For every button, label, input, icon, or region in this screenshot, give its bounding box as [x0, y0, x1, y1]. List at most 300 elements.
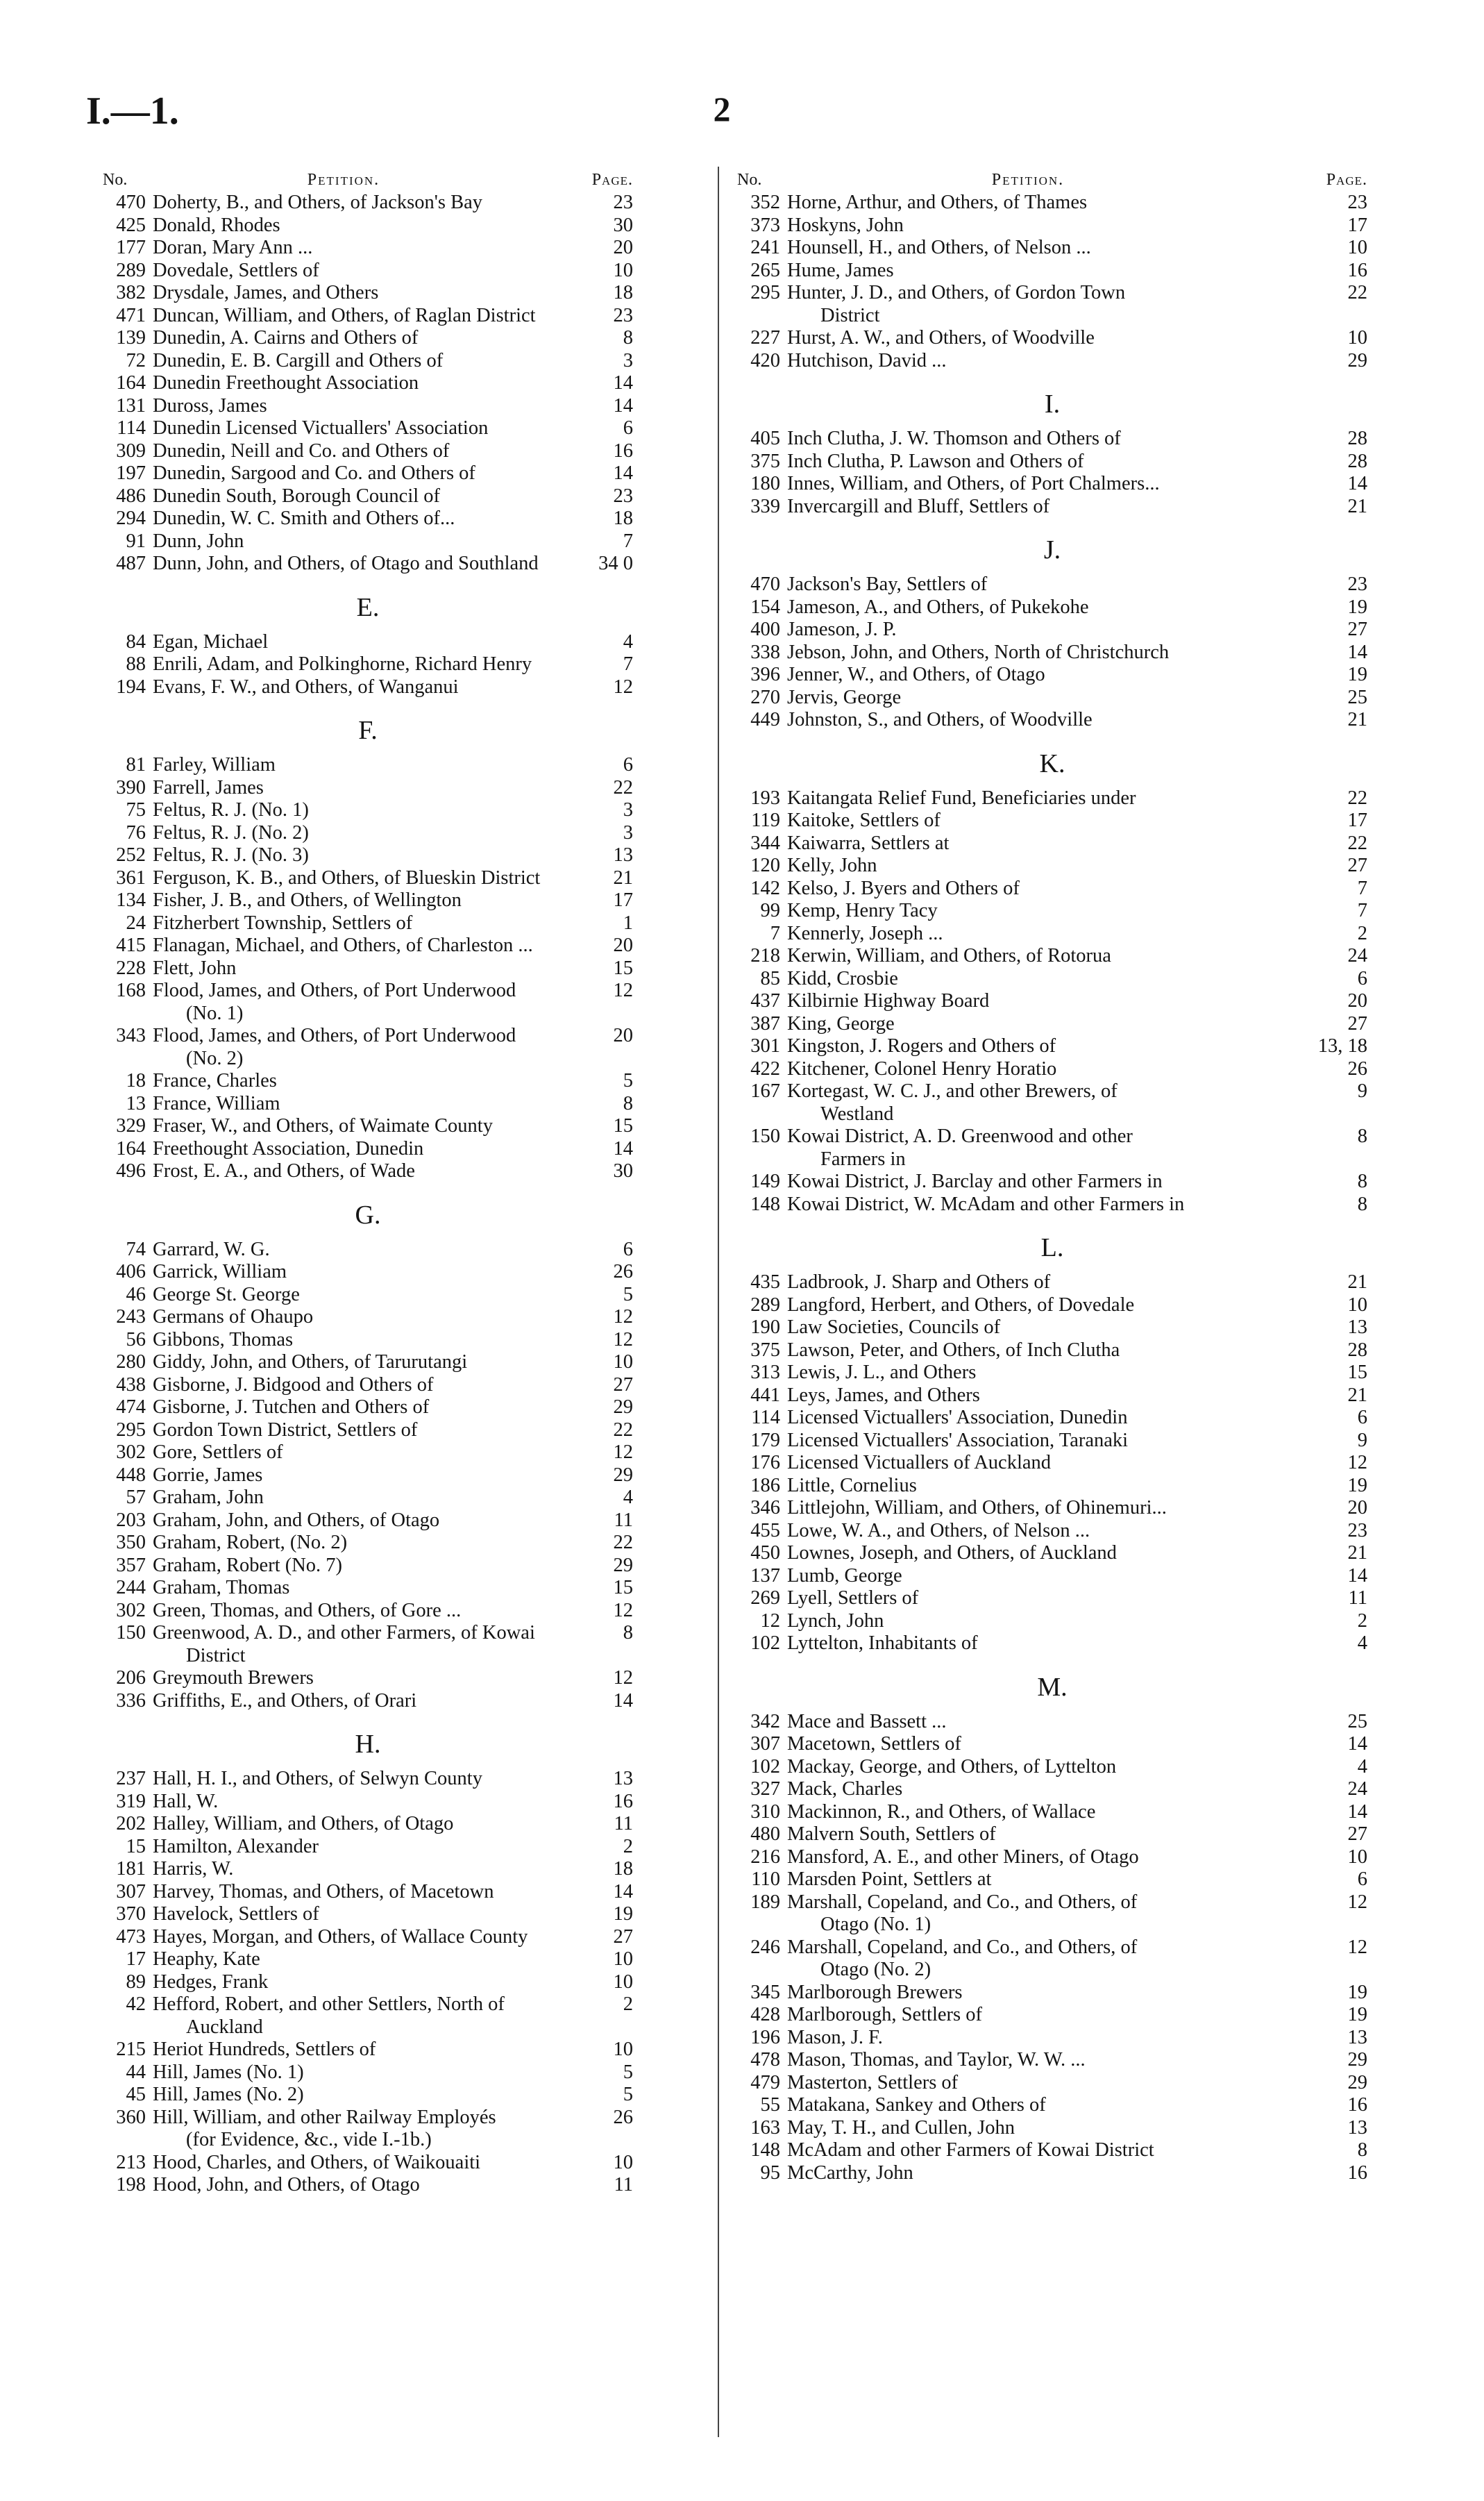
petition-entry: [153, 2107, 576, 2152]
column-header: [737, 171, 1367, 192]
petition-name-continued: Otago (No. 1): [820, 1914, 931, 1935]
petition-name: Law Societies, Councils of: [787, 1316, 1001, 1338]
index-entry: [103, 2174, 633, 2197]
petition-entry: [153, 1622, 576, 1667]
petition-number: 181: [116, 1858, 146, 1880]
page-reference: 21: [1347, 1384, 1367, 1406]
petition-entry: [153, 1836, 576, 1859]
petition-number: 342: [750, 1710, 780, 1732]
index-entry: [103, 1374, 633, 1397]
page-reference: 6: [623, 754, 633, 776]
index-entry: [737, 2004, 1367, 2027]
petition-number: 336: [116, 1689, 146, 1712]
petition-name: Kelly, John: [787, 855, 877, 876]
petition-entry: [153, 1284, 576, 1307]
section-letter: K.: [1039, 748, 1065, 778]
petition-name: Lyttelton, Inhabitants of: [787, 1632, 978, 1654]
petition-entry: [153, 305, 576, 328]
page-reference: 13, 18: [1317, 1035, 1367, 1057]
index-entry: [737, 1080, 1367, 1126]
petition-name: Malvern South, Settlers of: [787, 1823, 996, 1845]
header-petition: Petition.: [991, 171, 1065, 189]
petition-name: Hall, W.: [153, 1790, 219, 1812]
petition-number: 148: [750, 1193, 780, 1215]
petition-number: 142: [750, 877, 780, 899]
petition-name: Hounsell, H., and Others, of Nelson ...: [787, 237, 1091, 258]
petition-entry: [153, 912, 576, 935]
petition-number: 84: [126, 630, 146, 653]
index-entry: [103, 350, 633, 373]
petition-name-continued: Auckland: [186, 2016, 263, 2038]
petition-entry: [153, 1971, 576, 1994]
page-reference: 21: [1347, 1542, 1367, 1564]
index-entry: [737, 1058, 1367, 1081]
petition-number: 244: [116, 1577, 146, 1598]
petition-number: 307: [750, 1733, 780, 1755]
index-entry: [737, 1565, 1367, 1588]
page-reference: 18: [613, 508, 633, 529]
petition-entry: [787, 923, 1310, 946]
petition-entry: [153, 1261, 576, 1284]
petition-name: Marshall, Copeland, and Co., and Others, of: [787, 1936, 1138, 1958]
page-reference: 10: [613, 1971, 633, 1993]
petition-entry: [153, 1768, 576, 1791]
index-entry: [737, 787, 1367, 810]
petition-entry: [153, 192, 576, 215]
petition-name: Gore, Settlers of: [153, 1441, 283, 1463]
index-entry: [103, 777, 633, 800]
petition-number: 246: [750, 1936, 780, 1958]
index-entry: [737, 596, 1367, 619]
page-reference: 2: [623, 1993, 633, 2015]
page-reference: 29: [613, 1396, 633, 1418]
petition-number: 57: [126, 1487, 146, 1508]
index-entry: [737, 350, 1367, 373]
page-reference: 12: [613, 980, 633, 1001]
index-entry: [737, 1756, 1367, 1779]
petition-entry: [153, 1396, 576, 1419]
page-reference: 21: [1347, 709, 1367, 730]
index-section: [103, 192, 633, 576]
petition-number: 252: [116, 844, 146, 866]
index-entry: [103, 1768, 633, 1791]
page-reference: 9: [1357, 1429, 1367, 1451]
page-reference: 8: [623, 1622, 633, 1643]
index-entry: [737, 1801, 1367, 1824]
petition-entry: [153, 553, 576, 576]
page-reference: 14: [1347, 1800, 1367, 1823]
petition-entry: [153, 844, 576, 867]
index-entry: [737, 664, 1367, 687]
petition-name: Graham, Robert, (No. 2): [153, 1532, 348, 1553]
index-entry: [737, 1823, 1367, 1846]
petition-name-continued: Westland: [820, 1103, 894, 1125]
petition-name: France, William: [153, 1092, 280, 1114]
petition-entry: [787, 215, 1310, 237]
index-entry: [103, 2107, 633, 2152]
petition-name: Licensed Victuallers' Association, Taranaki: [787, 1429, 1129, 1451]
petition-number: 406: [116, 1261, 146, 1282]
index-entry: [737, 1497, 1367, 1520]
right-sections: [737, 192, 1367, 2184]
petition-name: Jervis, George: [787, 686, 902, 708]
index-entry: [737, 923, 1367, 946]
petition-entry: [787, 1035, 1310, 1058]
page-reference: 12: [613, 1328, 633, 1350]
petition-entry: [787, 1801, 1310, 1824]
petition-name: Lowe, W. A., and Others, of Nelson ...: [787, 1519, 1090, 1541]
petition-number: 180: [750, 473, 780, 494]
petition-entry: [787, 1982, 1310, 2005]
petition-name: Garrick, William: [153, 1261, 287, 1282]
petition-entry: [153, 1690, 576, 1713]
index-entry: [103, 1138, 633, 1161]
petition-number: 18: [126, 1070, 146, 1091]
index-entry: [737, 496, 1367, 519]
index-entry: [737, 1339, 1367, 1362]
petition-name: Hutchison, David ...: [787, 349, 947, 371]
index-entry: [103, 676, 633, 699]
page-reference: 10: [1347, 1294, 1367, 1316]
petition-name: Germans of Ohaupo: [153, 1306, 314, 1328]
petition-entry: [787, 2139, 1310, 2162]
page-reference: 12: [1347, 1452, 1367, 1473]
index-section: [737, 747, 1367, 1216]
petition-number: 396: [750, 664, 780, 685]
petition-name: Donald, Rhodes: [153, 214, 280, 236]
index-entry: [737, 1632, 1367, 1655]
petition-number: 75: [126, 799, 146, 821]
petition-name: Dunn, John: [153, 530, 244, 552]
petition-number: 360: [116, 2106, 146, 2128]
index-entry: [103, 653, 633, 676]
page-reference: 1: [623, 912, 633, 934]
index-entry: [103, 1261, 633, 1284]
petition-name: Feltus, R. J. (No. 1): [153, 799, 309, 821]
petition-name: Licensed Victuallers of Auckland: [787, 1452, 1052, 1473]
page-reference: 14: [1347, 1733, 1367, 1755]
petition-name: Green, Thomas, and Others, of Gore ...: [153, 1599, 462, 1621]
petition-entry: [153, 1509, 576, 1532]
index-entry: [737, 687, 1367, 710]
index-entry: [103, 260, 633, 283]
index-entry: [103, 1419, 633, 1442]
petition-entry: [787, 1711, 1310, 1734]
page-reference: 11: [614, 1509, 633, 1531]
petition-number: 357: [116, 1554, 146, 1576]
petition-number: 44: [126, 2061, 146, 2083]
page-reference: 18: [613, 1858, 633, 1880]
page-reference: 23: [1347, 574, 1367, 595]
petition-number: 289: [750, 1294, 780, 1316]
petition-number: 345: [750, 1981, 780, 2003]
petition-name: Hood, Charles, and Others, of Waikouaiti: [153, 2151, 481, 2173]
page-reference: 22: [1347, 282, 1367, 303]
petition-name-continued: District: [820, 304, 880, 326]
index-entry: [737, 1520, 1367, 1543]
index-entry: [737, 2049, 1367, 2072]
page-reference: 7: [1357, 900, 1367, 921]
petition-number: 344: [750, 832, 780, 854]
page-reference: 28: [1347, 450, 1367, 472]
petition-number: 309: [116, 440, 146, 462]
page-reference: 20: [1347, 1497, 1367, 1519]
petition-entry: [153, 1464, 576, 1487]
index-entry: [103, 1555, 633, 1578]
petition-number: 149: [750, 1171, 780, 1192]
petition-entry: [153, 676, 576, 699]
page-reference: 23: [1347, 1519, 1367, 1541]
index-entry: [737, 1294, 1367, 1317]
page-reference: 8: [623, 1092, 633, 1114]
petition-entry: [153, 867, 576, 890]
left-sections: [103, 192, 633, 2197]
petition-name: Ferguson, K. B., and Others, of Blueskin District: [153, 867, 541, 889]
petition-name: Dunedin South, Borough Council of: [153, 485, 441, 507]
page-reference: 2: [623, 1835, 633, 1857]
index-entry: [737, 1846, 1367, 1869]
petition-entry: [153, 1239, 576, 1262]
petition-entry: [787, 2117, 1310, 2140]
section-letter: I.: [1044, 390, 1061, 419]
index-entry: [737, 192, 1367, 215]
page-reference: 21: [1347, 1271, 1367, 1293]
petition-name: Flood, James, and Others, of Port Underwood: [153, 980, 516, 1001]
petition-entry: [787, 282, 1310, 327]
index-entry: [737, 1475, 1367, 1498]
column-divider: [718, 167, 719, 2437]
petition-name: Dunedin, E. B. Cargill and Others of: [153, 349, 444, 371]
petition-name: Kingston, J. Rogers and Others of: [787, 1035, 1056, 1057]
petition-entry: [787, 833, 1310, 855]
petition-name: Hamilton, Alexander: [153, 1835, 319, 1857]
petition-number: 479: [750, 2071, 780, 2093]
petition-number: 76: [126, 821, 146, 844]
petition-name: Jebson, John, and Others, North of Christchurch: [787, 641, 1170, 663]
petition-number: 295: [116, 1419, 146, 1441]
petition-name: Leys, James, and Others: [787, 1384, 980, 1406]
page-reference: 11: [614, 1813, 633, 1834]
page-reference: 14: [613, 1689, 633, 1712]
petition-entry: [153, 2061, 576, 2084]
page-reference: 13: [1347, 2116, 1367, 2139]
petition-number: 139: [116, 327, 146, 349]
petition-entry: [153, 1600, 576, 1623]
petition-number: 189: [750, 1891, 780, 1913]
page-reference: 8: [1357, 1171, 1367, 1192]
petition-name: Ladbrook, J. Sharp and Others of: [787, 1271, 1051, 1293]
petition-entry: [153, 1555, 576, 1578]
petition-name: Lawson, Peter, and Others, of Inch Clutha: [787, 1339, 1120, 1361]
page-reference: 15: [613, 1115, 633, 1137]
petition-number: 473: [116, 1925, 146, 1948]
petition-number: 203: [116, 1509, 146, 1531]
petition-number: 375: [750, 450, 780, 472]
index-entry: [103, 553, 633, 576]
page-reference: 17: [1347, 810, 1367, 831]
page-header: [0, 89, 1484, 144]
petition-number: 438: [116, 1373, 146, 1396]
page-reference: 20: [613, 237, 633, 258]
index-entry: [737, 1013, 1367, 1036]
section-letter: J.: [1043, 535, 1061, 564]
petition-number: 46: [126, 1283, 146, 1305]
petition-name: Mansford, A. E., and other Miners, of Otago: [787, 1846, 1139, 1868]
index-entry: [103, 1903, 633, 1926]
petition-name: May, T. H., and Cullen, John: [787, 2116, 1015, 2139]
index-entry: [103, 1926, 633, 1949]
section-letter: M.: [1037, 1672, 1068, 1702]
petition-number: 474: [116, 1396, 146, 1418]
petition-entry: [787, 2072, 1310, 2095]
page-reference: 26: [613, 1261, 633, 1282]
petition-entry: [153, 1160, 576, 1183]
petition-name: Langford, Herbert, and Others, of Dovedale: [787, 1294, 1135, 1316]
index-entry: [103, 1093, 633, 1116]
page-reference: 10: [613, 2039, 633, 2060]
petition-name: Masterton, Settlers of: [787, 2071, 959, 2093]
petition-entry: [153, 1577, 576, 1600]
page-reference: 26: [613, 2106, 633, 2128]
petition-entry: [787, 350, 1310, 373]
page-reference: 6: [623, 1238, 633, 1260]
petition-entry: [153, 350, 576, 373]
petition-entry: [787, 855, 1310, 878]
petition-number: 352: [750, 192, 780, 213]
index-entry: [737, 1891, 1367, 1937]
index-entry: [737, 2117, 1367, 2140]
petition-entry: [787, 237, 1310, 260]
index-entry: [737, 260, 1367, 283]
petition-entry: [787, 1632, 1310, 1655]
page-reference: 14: [1347, 1564, 1367, 1587]
index-entry: [103, 192, 633, 215]
petition-number: 313: [750, 1362, 780, 1383]
page-reference: 16: [613, 1790, 633, 1812]
petition-entry: [787, 1171, 1310, 1194]
petition-entry: [153, 2039, 576, 2061]
petition-number: 375: [750, 1339, 780, 1361]
page-reference: 10: [613, 1948, 633, 1970]
petition-name: Mace and Bassett ...: [787, 1710, 947, 1732]
index-entry: [737, 642, 1367, 664]
page-reference: 12: [1347, 1936, 1367, 1958]
page-reference: 3: [623, 349, 633, 371]
petition-name: Dunedin, Neill and Co. and Others of: [153, 440, 450, 462]
petition-entry: [787, 1610, 1310, 1633]
page-reference: 14: [613, 1137, 633, 1160]
petition-number: 425: [116, 214, 146, 236]
petition-entry: [153, 1903, 576, 1926]
petition-name: Feltus, R. J. (No. 2): [153, 821, 309, 844]
petition-name: Fisher, J. B., and Others, of Wellington: [153, 889, 462, 911]
petition-name: Freethought Association, Dunedin: [153, 1137, 424, 1160]
page-reference: 16: [1347, 2094, 1367, 2116]
petition-number: 455: [750, 1519, 780, 1541]
page-reference: 3: [623, 799, 633, 821]
petition-name-continued: Otago (No. 2): [820, 1959, 931, 1980]
petition-entry: [787, 1756, 1310, 1779]
index-entry: [103, 1791, 633, 1814]
petition-entry: [787, 878, 1310, 901]
petition-entry: [153, 508, 576, 530]
petition-entry: [153, 1532, 576, 1555]
petition-number: 196: [750, 2026, 780, 2048]
petition-entry: [787, 574, 1310, 596]
index-entry: [737, 1430, 1367, 1453]
index-entry: [103, 1160, 633, 1183]
petition-number: 164: [116, 1137, 146, 1160]
index-entry: [103, 1509, 633, 1532]
petition-number: 327: [750, 1778, 780, 1800]
petition-entry: [153, 1858, 576, 1881]
petition-entry: [153, 631, 576, 654]
petition-number: 164: [116, 372, 146, 394]
petition-name: Mack, Charles: [787, 1778, 903, 1800]
petition-name: Lynch, John: [787, 1609, 884, 1632]
page-reference: 20: [1347, 990, 1367, 1012]
page-reference: 26: [1347, 1057, 1367, 1080]
page-reference: 4: [623, 1487, 633, 1508]
petition-number: 131: [116, 394, 146, 417]
index-entry: [737, 282, 1367, 327]
petition-number: 329: [116, 1115, 146, 1137]
page-reference: 12: [613, 1441, 633, 1463]
petition-name: Hill, William, and other Railway Employés: [153, 2106, 496, 2128]
petition-entry: [153, 1115, 576, 1138]
index-entry: [737, 990, 1367, 1013]
page-reference: 5: [623, 1283, 633, 1305]
petition-number: 270: [750, 686, 780, 708]
index-entry: [103, 1441, 633, 1464]
petition-number: 213: [116, 2151, 146, 2173]
page-reference: 6: [1357, 1868, 1367, 1890]
petition-entry: [153, 799, 576, 822]
index-entry: [737, 1126, 1367, 1171]
petition-entry: [787, 596, 1310, 619]
page-number: 2: [713, 90, 731, 128]
page-reference: 19: [1347, 1981, 1367, 2003]
header-petition: Petition.: [307, 171, 380, 189]
page-reference: 19: [1347, 596, 1367, 618]
petition-name: Matakana, Sankey and Others of: [787, 2094, 1046, 2116]
page-reference: 27: [1347, 855, 1367, 876]
petition-entry: [787, 473, 1310, 496]
section-letter: F.: [358, 716, 378, 745]
index-entry: [737, 1452, 1367, 1475]
page-reference: 23: [613, 304, 633, 326]
index-entry: [103, 215, 633, 237]
petition-name: Little, Cornelius: [787, 1474, 917, 1496]
petition-entry: [153, 440, 576, 463]
index-entry: [103, 1239, 633, 1262]
petition-number: 177: [116, 237, 146, 258]
index-entry: [103, 530, 633, 553]
index-entry: [103, 462, 633, 485]
index-entry: [737, 878, 1367, 901]
page-reference: 23: [613, 485, 633, 507]
page-reference: 27: [1347, 1823, 1367, 1845]
petition-entry: [787, 1339, 1310, 1362]
petition-number: 150: [116, 1622, 146, 1643]
petition-entry: [787, 968, 1310, 991]
page-reference: 17: [1347, 214, 1367, 236]
page-reference: 22: [613, 1419, 633, 1441]
page-reference: 14: [613, 394, 633, 417]
page-reference: 24: [1347, 1778, 1367, 1800]
petition-name: Mackay, George, and Others, of Lyttelton: [787, 1755, 1117, 1778]
petition-name: Gisborne, J. Tutchen and Others of: [153, 1396, 430, 1418]
